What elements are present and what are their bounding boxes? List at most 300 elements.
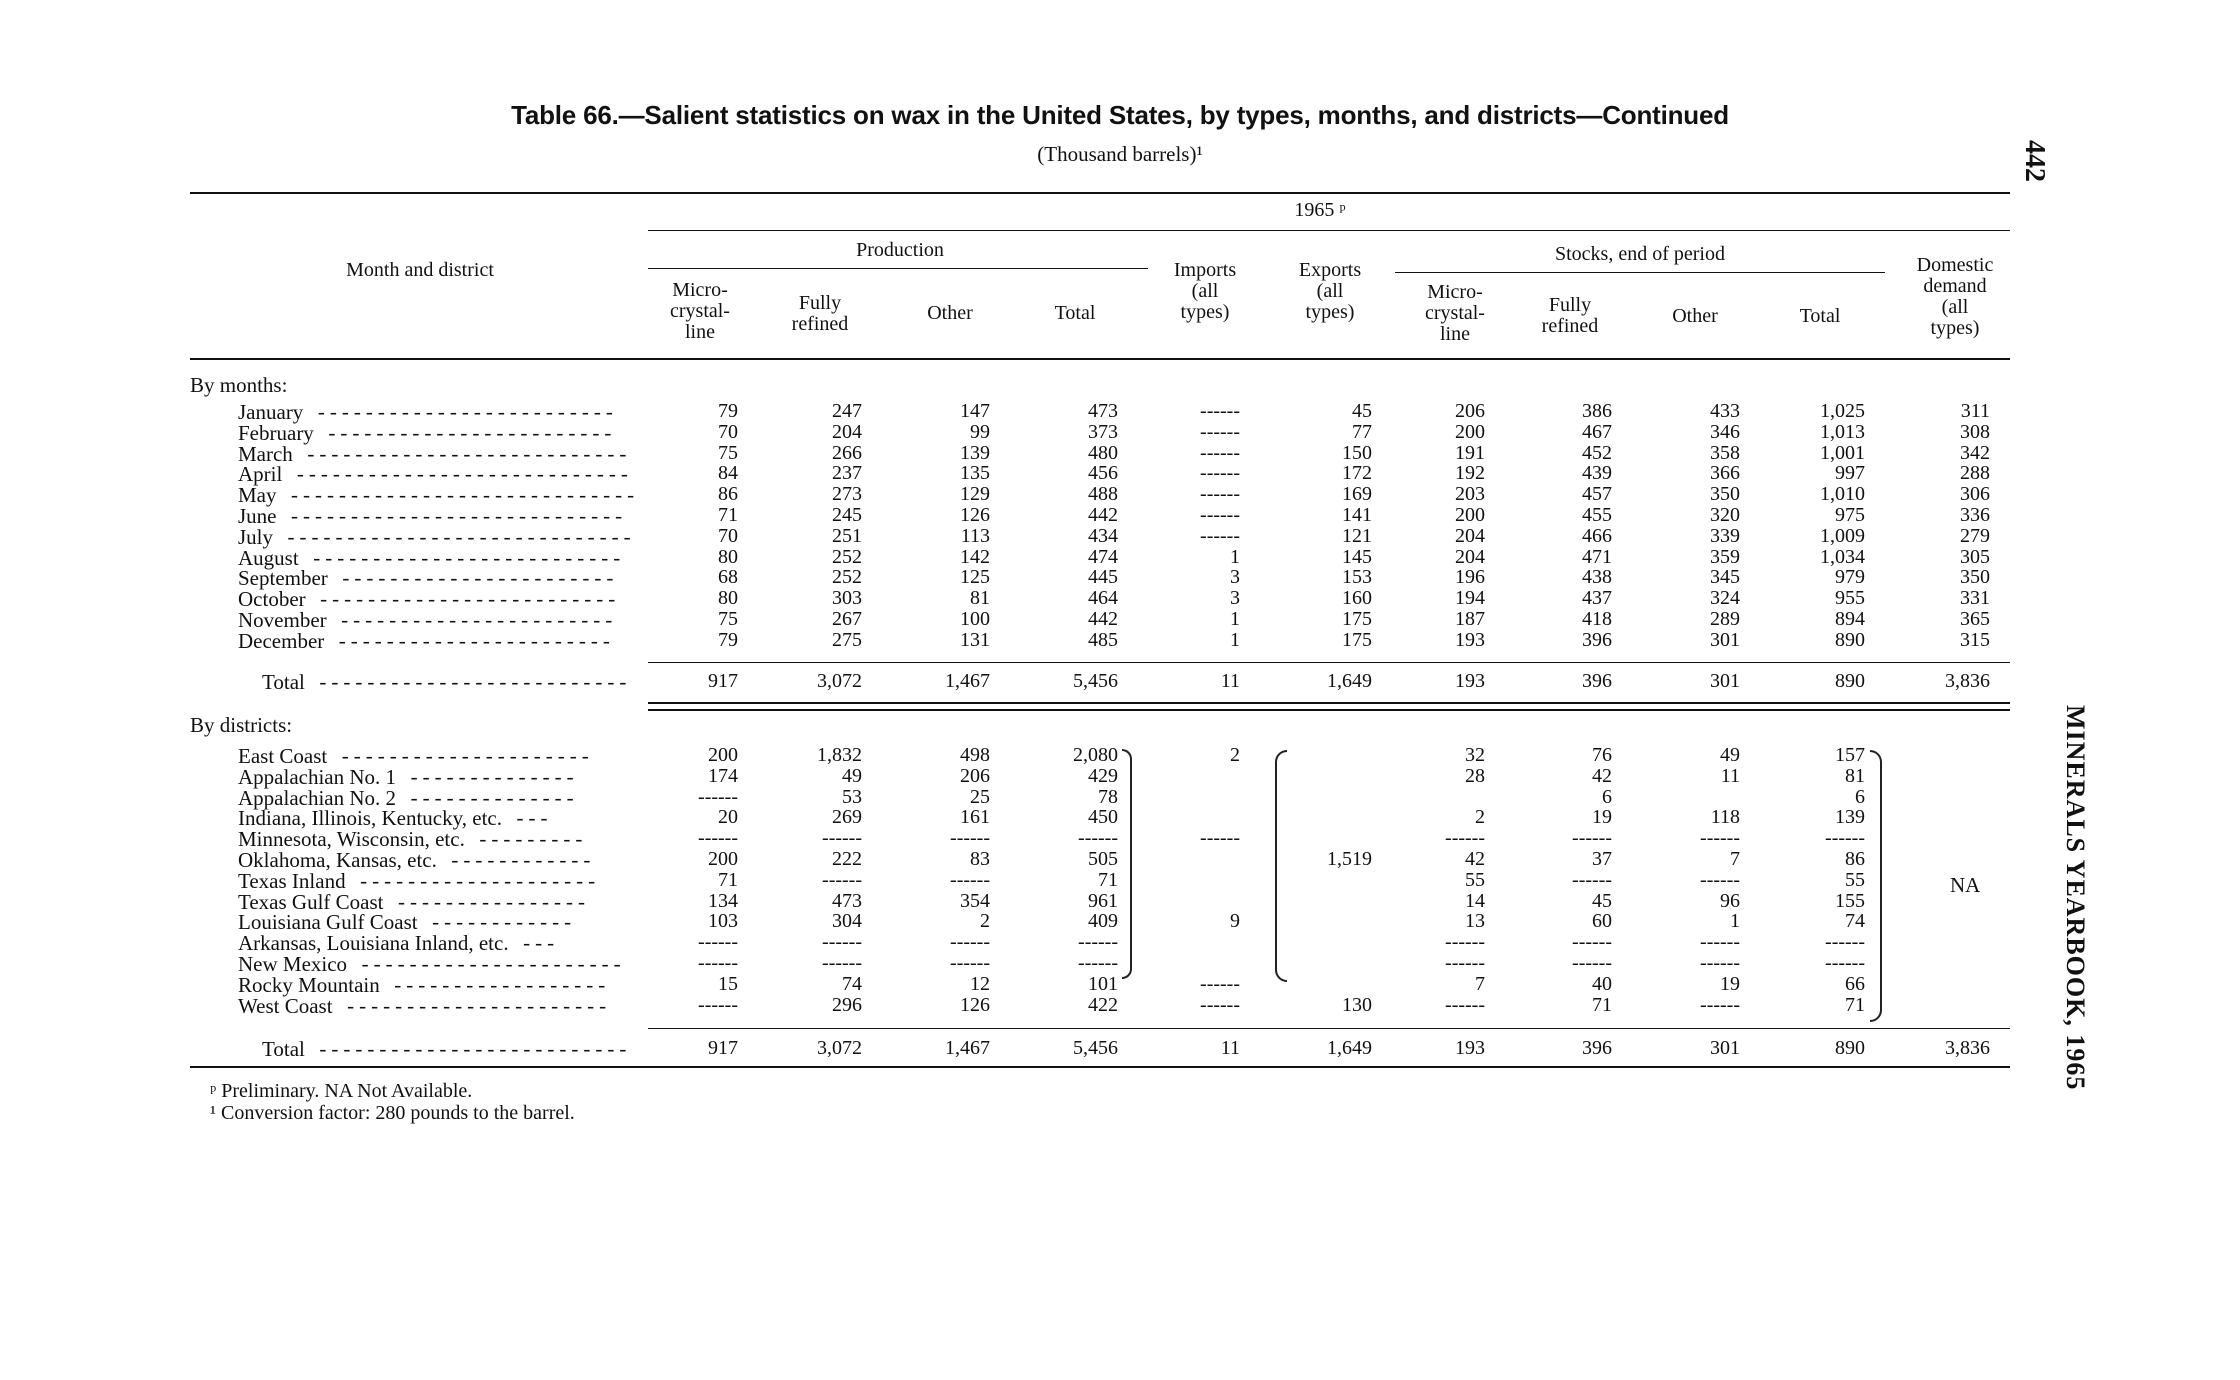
total-cell-stock-fully: 396 (1582, 1037, 1612, 1059)
cell-stock-other: 7 (1730, 848, 1740, 870)
row-label (238, 994, 609, 1020)
cell-imports: ------ (1200, 993, 1240, 1016)
cell-stock-other: 118 (1710, 806, 1740, 829)
total-cell-imports: 11 (1220, 670, 1240, 692)
cell-micro: 134 (708, 889, 738, 912)
cell-stock-fully: ------ (1572, 868, 1612, 891)
leader-dots: ----------------------------- (285, 527, 634, 551)
col-domestic-header: Domestic demand (all types) (1916, 254, 1994, 339)
cell-stock-fully: 19 (1592, 806, 1612, 829)
cell-domestic: 336 (1960, 504, 1990, 526)
cell-total: ------ (1078, 827, 1118, 850)
cell-imports: 2 (1230, 744, 1240, 766)
row-name: East Coast (238, 744, 328, 768)
leader-dots: ----------------------- (336, 631, 613, 655)
stub-header: Month and district (346, 259, 494, 281)
row-name: April (238, 462, 283, 487)
cell-total: ------ (1078, 931, 1118, 954)
cell-other: 498 (960, 744, 990, 766)
cell-stock-micro: 2 (1475, 806, 1485, 829)
districts-section-label: By districts: (190, 713, 293, 737)
cell-stock-micro: 206 (1455, 400, 1485, 422)
cell-fully: 251 (832, 524, 862, 547)
row-name: December (238, 628, 325, 653)
header-bottom-rule (190, 358, 2010, 360)
cell-other: 139 (960, 441, 990, 464)
brace-production-total (1122, 749, 1132, 979)
leader-dots: ----------------------------- (288, 486, 637, 510)
cell-other: 81 (970, 587, 990, 610)
cell-micro: 75 (718, 441, 738, 464)
cell-total: 488 (1088, 483, 1118, 506)
cell-other: 131 (960, 628, 990, 651)
cell-imports: 3 (1230, 566, 1240, 589)
cell-domestic: 311 (1960, 400, 1990, 422)
leader-dots: ---------------------------- (294, 465, 631, 489)
total-cell-stock-other: 301 (1710, 670, 1740, 692)
cell-other: 12 (970, 972, 990, 995)
total-cell-stock-micro: 193 (1455, 1037, 1485, 1059)
cell-stock-other: 19 (1720, 972, 1740, 995)
cell-stock-fully: 6 (1602, 785, 1612, 808)
months-total-rule (648, 662, 2010, 663)
cell-stock-fully: 76 (1592, 744, 1612, 766)
cell-stock-other: 11 (1720, 764, 1740, 787)
cell-fully: 273 (832, 483, 862, 506)
cell-exports: 153 (1342, 566, 1372, 589)
cell-stock-other: 96 (1720, 889, 1740, 912)
cell-micro: 86 (718, 483, 738, 506)
cell-other: 135 (960, 462, 990, 485)
cell-imports: ------ (1200, 420, 1240, 443)
leader-dots: ------------ (429, 913, 574, 937)
cell-stock-total: 1,013 (1820, 420, 1865, 443)
cell-imports: 1 (1230, 545, 1240, 568)
cell-stock-fully: 466 (1582, 524, 1612, 547)
cell-fully: 1,832 (817, 744, 862, 766)
cell-total: 71 (1098, 868, 1118, 891)
col-total-header: Total (1054, 302, 1096, 324)
cell-other: 100 (960, 608, 990, 630)
cell-total: 505 (1088, 848, 1118, 870)
table-subtitle: (Thousand barrels)¹ (1037, 142, 1203, 166)
brace-exports-left (1275, 750, 1287, 982)
cell-total: 2,080 (1073, 744, 1118, 766)
leader-dots: -------------------------- (316, 673, 629, 696)
cell-exports: 130 (1342, 993, 1372, 1016)
cell-fully: 49 (842, 764, 862, 787)
cell-other: 129 (960, 483, 990, 506)
cell-fully: 252 (832, 545, 862, 568)
cell-exports: 172 (1342, 462, 1372, 485)
cell-domestic: 308 (1960, 420, 1990, 443)
footnote-conversion: ¹ Conversion factor: 280 pounds to the barrel. (210, 1102, 575, 1124)
cell-domestic: 306 (1960, 483, 1990, 506)
cell-stock-fully: 418 (1582, 608, 1612, 630)
cell-imports: ------ (1200, 483, 1240, 506)
leader-dots: ---------------- (395, 892, 588, 916)
cell-micro: 70 (718, 420, 738, 443)
cell-stock-micro: ------ (1445, 827, 1485, 850)
cell-fully: 473 (832, 889, 862, 912)
cell-micro: 70 (718, 524, 738, 547)
cell-stock-other: 289 (1710, 608, 1740, 630)
domestic-na: NA (1950, 873, 1981, 897)
leader-dots: --------- (476, 830, 585, 854)
cell-stock-fully: 45 (1592, 889, 1612, 912)
cell-stock-micro: ------ (1445, 993, 1485, 1016)
cell-other: ------ (950, 931, 990, 954)
cell-stock-fully: ------ (1572, 827, 1612, 850)
leader-dots: ------------------------ (325, 423, 614, 447)
leader-dots: ----------------------- (338, 611, 615, 634)
total-cell-domestic: 3,836 (1945, 1037, 1990, 1059)
leader-dots: -------------- (408, 788, 577, 812)
cell-other: 126 (960, 504, 990, 526)
cell-stock-fully: 60 (1592, 910, 1612, 933)
total-label (262, 670, 629, 696)
row-name: Texas Gulf Coast (238, 889, 384, 914)
cell-micro: ------ (698, 931, 738, 954)
cell-fully: 269 (832, 806, 862, 829)
cell-stock-fully: 37 (1592, 848, 1612, 870)
row-name: Oklahoma, Kansas, etc. (238, 848, 437, 872)
cell-stock-other: ------ (1700, 827, 1740, 850)
cell-domestic: 350 (1960, 566, 1990, 589)
leader-dots: ----------------------- (339, 569, 616, 593)
cell-stock-other: ------ (1700, 868, 1740, 891)
cell-domestic: 305 (1960, 545, 1990, 568)
cell-stock-fully: 42 (1592, 764, 1612, 787)
cell-stock-total: 86 (1845, 848, 1865, 870)
cell-stock-micro: 187 (1455, 608, 1485, 630)
cell-exports: 1,519 (1327, 848, 1372, 870)
cell-imports: 3 (1230, 587, 1240, 610)
year-header: 1965 ᵖ (1294, 199, 1346, 221)
cell-stock-micro: 7 (1475, 972, 1485, 995)
cell-fully: 267 (832, 608, 862, 630)
cell-stock-micro: 193 (1455, 628, 1485, 651)
cell-stock-total: 55 (1845, 868, 1865, 891)
cell-total: 442 (1088, 504, 1118, 526)
cell-stock-total: 66 (1845, 972, 1865, 995)
cell-stock-fully: 452 (1582, 441, 1612, 464)
total-cell-total: 5,456 (1073, 1037, 1118, 1059)
cell-total: 474 (1088, 545, 1118, 568)
cell-stock-micro: 204 (1455, 545, 1485, 568)
cell-stock-other: ------ (1700, 952, 1740, 974)
cell-micro: 103 (708, 910, 738, 933)
cell-stock-other: 359 (1710, 545, 1740, 568)
cell-total: 445 (1088, 566, 1118, 589)
leader-dots: ------------------ (391, 975, 608, 999)
total-label (262, 1037, 629, 1063)
col-micro-header: Micro- crystal- line (670, 279, 730, 343)
row-name: May (238, 483, 277, 508)
cell-exports: 150 (1342, 441, 1372, 464)
total-cell-other: 1,467 (945, 670, 990, 692)
cell-total: 422 (1088, 993, 1118, 1016)
cell-stock-micro: 194 (1455, 587, 1485, 610)
cell-fully: ------ (822, 931, 862, 954)
cell-stock-micro: 200 (1455, 420, 1485, 443)
cell-micro: 84 (718, 462, 738, 485)
cell-exports: 45 (1352, 400, 1372, 422)
cell-imports: ------ (1200, 504, 1240, 526)
row-name: July (238, 524, 274, 549)
cell-stock-fully: 396 (1582, 628, 1612, 651)
cell-stock-fully: 467 (1582, 420, 1612, 443)
row-name: March (238, 441, 293, 466)
cell-total: 101 (1088, 972, 1118, 995)
row-name: Minnesota, Wisconsin, etc. (238, 827, 465, 852)
cell-stock-total: 955 (1835, 587, 1865, 610)
cell-total: 480 (1088, 441, 1118, 464)
cell-stock-micro: ------ (1445, 952, 1485, 974)
months-section-label: By months: (190, 373, 288, 397)
cell-stock-total: 979 (1835, 566, 1865, 589)
row-name: West Coast (238, 993, 333, 1018)
cell-stock-micro: 42 (1465, 848, 1485, 870)
cell-fully: ------ (822, 868, 862, 891)
stocks-rule (1395, 272, 1885, 273)
table-title: Table 66.—Salient statistics on wax in the United States, by types, months, and districts—Continued (511, 100, 1729, 130)
cell-stock-micro: 28 (1465, 764, 1485, 787)
cell-other: 354 (960, 889, 990, 912)
cell-stock-total: 71 (1845, 993, 1865, 1016)
cell-stock-total: 1,025 (1820, 400, 1865, 422)
cell-imports: 1 (1230, 628, 1240, 651)
cell-exports: 141 (1342, 504, 1372, 526)
col-stock-fully-header: Fully refined (1541, 294, 1599, 337)
cell-fully: 296 (832, 993, 862, 1016)
total-cell-exports: 1,649 (1327, 1037, 1372, 1059)
leader-dots: ---------------------------- (288, 507, 625, 530)
row-name: Appalachian No. 2 (238, 785, 397, 810)
footnote-preliminary: ᵖ Preliminary. NA Not Available. (210, 1080, 473, 1102)
cell-stock-fully: 437 (1582, 587, 1612, 610)
cell-stock-fully: 40 (1592, 972, 1612, 995)
cell-stock-total: 1,001 (1820, 441, 1865, 464)
cell-micro: ------ (698, 993, 738, 1016)
cell-total: 961 (1088, 889, 1118, 912)
brace-stock-total (1870, 750, 1882, 1022)
cell-total: 464 (1088, 587, 1118, 610)
cell-fully: 303 (832, 587, 862, 610)
cell-imports: ------ (1200, 400, 1240, 422)
cell-micro: 15 (718, 972, 738, 995)
cell-imports: ------ (1200, 972, 1240, 995)
cell-fully: 237 (832, 462, 862, 485)
row-name: Indiana, Illinois, Kentucky, etc. (238, 806, 502, 831)
cell-stock-other: 366 (1710, 462, 1740, 485)
cell-total: 373 (1088, 420, 1118, 443)
cell-stock-other: 1 (1730, 910, 1740, 933)
cell-stock-other: ------ (1700, 931, 1740, 954)
cell-micro: 79 (718, 400, 738, 422)
cell-stock-micro: ------ (1445, 931, 1485, 954)
running-header: MINERALS YEARBOOK, 1965 (2061, 705, 2090, 1091)
cell-fully: 222 (832, 848, 862, 870)
cell-stock-other: 358 (1710, 441, 1740, 464)
page-number: 442 (2019, 140, 2050, 182)
cell-other: ------ (950, 827, 990, 850)
row-name: Louisiana Gulf Coast (238, 910, 418, 935)
cell-micro: 174 (708, 764, 738, 787)
cell-stock-total: 1,010 (1820, 483, 1865, 506)
cell-total: 442 (1088, 608, 1118, 630)
cell-stock-total: 894 (1835, 608, 1865, 630)
cell-stock-total: ------ (1825, 952, 1865, 974)
cell-stock-micro: 192 (1455, 462, 1485, 485)
cell-total: ------ (1078, 952, 1118, 974)
row-name: August (238, 545, 299, 570)
leader-dots: ------------ (448, 851, 593, 874)
cell-imports: ------ (1200, 524, 1240, 547)
cell-stock-other: 324 (1710, 587, 1740, 610)
cell-fully: 304 (832, 910, 862, 933)
cell-domestic: 365 (1960, 608, 1990, 630)
col-exports-header: Exports (all types) (1298, 259, 1362, 323)
leader-dots: -------------------- (357, 871, 598, 895)
total-cell-micro: 917 (708, 1037, 738, 1059)
total-cell-fully: 3,072 (817, 670, 862, 692)
cell-stock-total: 997 (1835, 462, 1865, 485)
cell-total: 78 (1098, 785, 1118, 808)
cell-stock-fully: 471 (1582, 545, 1612, 568)
cell-micro: 68 (718, 566, 738, 589)
districts-total-rule (648, 1028, 2010, 1029)
cell-micro: 200 (708, 744, 738, 766)
cell-stock-micro: 14 (1465, 889, 1485, 912)
leader-dots: ---------------------- (359, 955, 624, 978)
cell-stock-total: 1,009 (1820, 524, 1865, 547)
cell-other: 113 (960, 524, 990, 547)
cell-stock-total: 157 (1835, 744, 1865, 766)
cell-other: 99 (970, 420, 990, 443)
cell-fully: 275 (832, 628, 862, 651)
leader-dots: ------------------------- (317, 590, 618, 614)
cell-stock-other: 346 (1710, 420, 1740, 443)
cell-micro: 20 (718, 806, 738, 829)
top-rule (190, 192, 2010, 194)
cell-stock-total: 74 (1845, 910, 1865, 933)
total-cell-stock-fully: 396 (1582, 670, 1612, 692)
cell-stock-micro: 55 (1465, 868, 1485, 891)
row-label (238, 629, 612, 655)
cell-stock-other: ------ (1700, 993, 1740, 1016)
cell-total: 434 (1088, 524, 1118, 547)
section-double-rule-2 (648, 709, 2010, 711)
cell-stock-other: 345 (1710, 566, 1740, 589)
total-cell-domestic: 3,836 (1945, 670, 1990, 692)
cell-stock-total: 6 (1855, 785, 1865, 808)
row-name: February (238, 420, 314, 445)
total-cell-stock-other: 301 (1710, 1037, 1740, 1059)
cell-stock-fully: 71 (1592, 993, 1612, 1016)
row-name: September (238, 566, 328, 591)
cell-other: ------ (950, 868, 990, 891)
cell-exports: 121 (1342, 524, 1372, 547)
cell-other: 83 (970, 848, 990, 870)
cell-stock-total: ------ (1825, 827, 1865, 850)
cell-other: 147 (960, 400, 990, 422)
cell-fully: ------ (822, 952, 862, 974)
cell-fully: 53 (842, 785, 862, 808)
cell-other: 206 (960, 764, 990, 787)
cell-stock-total: 155 (1835, 889, 1865, 912)
cell-domestic: 279 (1960, 524, 1990, 547)
cell-stock-micro: 200 (1455, 504, 1485, 526)
cell-exports: 145 (1342, 545, 1372, 568)
cell-stock-micro: 204 (1455, 524, 1485, 547)
cell-stock-micro: 13 (1465, 910, 1485, 933)
production-rule (648, 268, 1148, 269)
cell-domestic: 315 (1960, 628, 1990, 651)
year-rule (648, 230, 2010, 231)
leader-dots: --- (514, 809, 551, 833)
total-cell-total: 5,456 (1073, 670, 1118, 692)
cell-imports: ------ (1200, 441, 1240, 464)
cell-fully: 245 (832, 504, 862, 526)
total-cell-fully: 3,072 (817, 1037, 862, 1059)
cell-imports: 1 (1230, 608, 1240, 630)
cell-stock-fully: 386 (1582, 400, 1612, 422)
cell-fully: ------ (822, 827, 862, 850)
cell-total: 429 (1088, 764, 1118, 787)
col-other-header: Other (927, 302, 973, 324)
cell-micro: ------ (698, 952, 738, 974)
leader-dots: -------------------------- (310, 548, 623, 572)
cell-domestic: 331 (1960, 587, 1990, 610)
row-name: Rocky Mountain (238, 972, 380, 997)
cell-stock-micro: 196 (1455, 566, 1485, 589)
total-name: Total (262, 1037, 305, 1061)
cell-stock-fully: 438 (1582, 566, 1612, 589)
leader-dots: -------------------------- (316, 1040, 629, 1063)
cell-exports: 77 (1352, 420, 1372, 443)
production-header: Production (856, 239, 944, 261)
cell-fully: 252 (832, 566, 862, 589)
leader-dots: --------------------------- (304, 444, 629, 468)
cell-exports: 160 (1342, 587, 1372, 610)
cell-stock-other: 301 (1710, 628, 1740, 651)
cell-stock-other: 320 (1710, 504, 1740, 526)
col-stock-micro-header: Micro- crystal- line (1425, 281, 1485, 345)
col-imports-header: Imports (all types) (1173, 259, 1237, 323)
cell-micro: 200 (708, 848, 738, 870)
cell-stock-total: 81 (1845, 764, 1865, 787)
total-cell-micro: 917 (708, 670, 738, 692)
cell-stock-other: 49 (1720, 744, 1740, 766)
cell-stock-other: 350 (1710, 483, 1740, 506)
cell-total: 473 (1088, 400, 1118, 422)
cell-micro: 75 (718, 608, 738, 630)
cell-total: 485 (1088, 628, 1118, 651)
cell-micro: ------ (698, 827, 738, 850)
cell-other: 2 (980, 910, 990, 933)
total-cell-other: 1,467 (945, 1037, 990, 1059)
leader-dots: ------------------------- (315, 403, 616, 426)
cell-other: 126 (960, 993, 990, 1016)
stocks-header: Stocks, end of period (1555, 243, 1725, 265)
row-name: October (238, 587, 306, 612)
cell-stock-total: 139 (1835, 806, 1865, 829)
cell-fully: 204 (832, 420, 862, 443)
cell-stock-micro: 203 (1455, 483, 1485, 506)
row-name: Appalachian No. 1 (238, 764, 397, 789)
cell-stock-fully: 457 (1582, 483, 1612, 506)
